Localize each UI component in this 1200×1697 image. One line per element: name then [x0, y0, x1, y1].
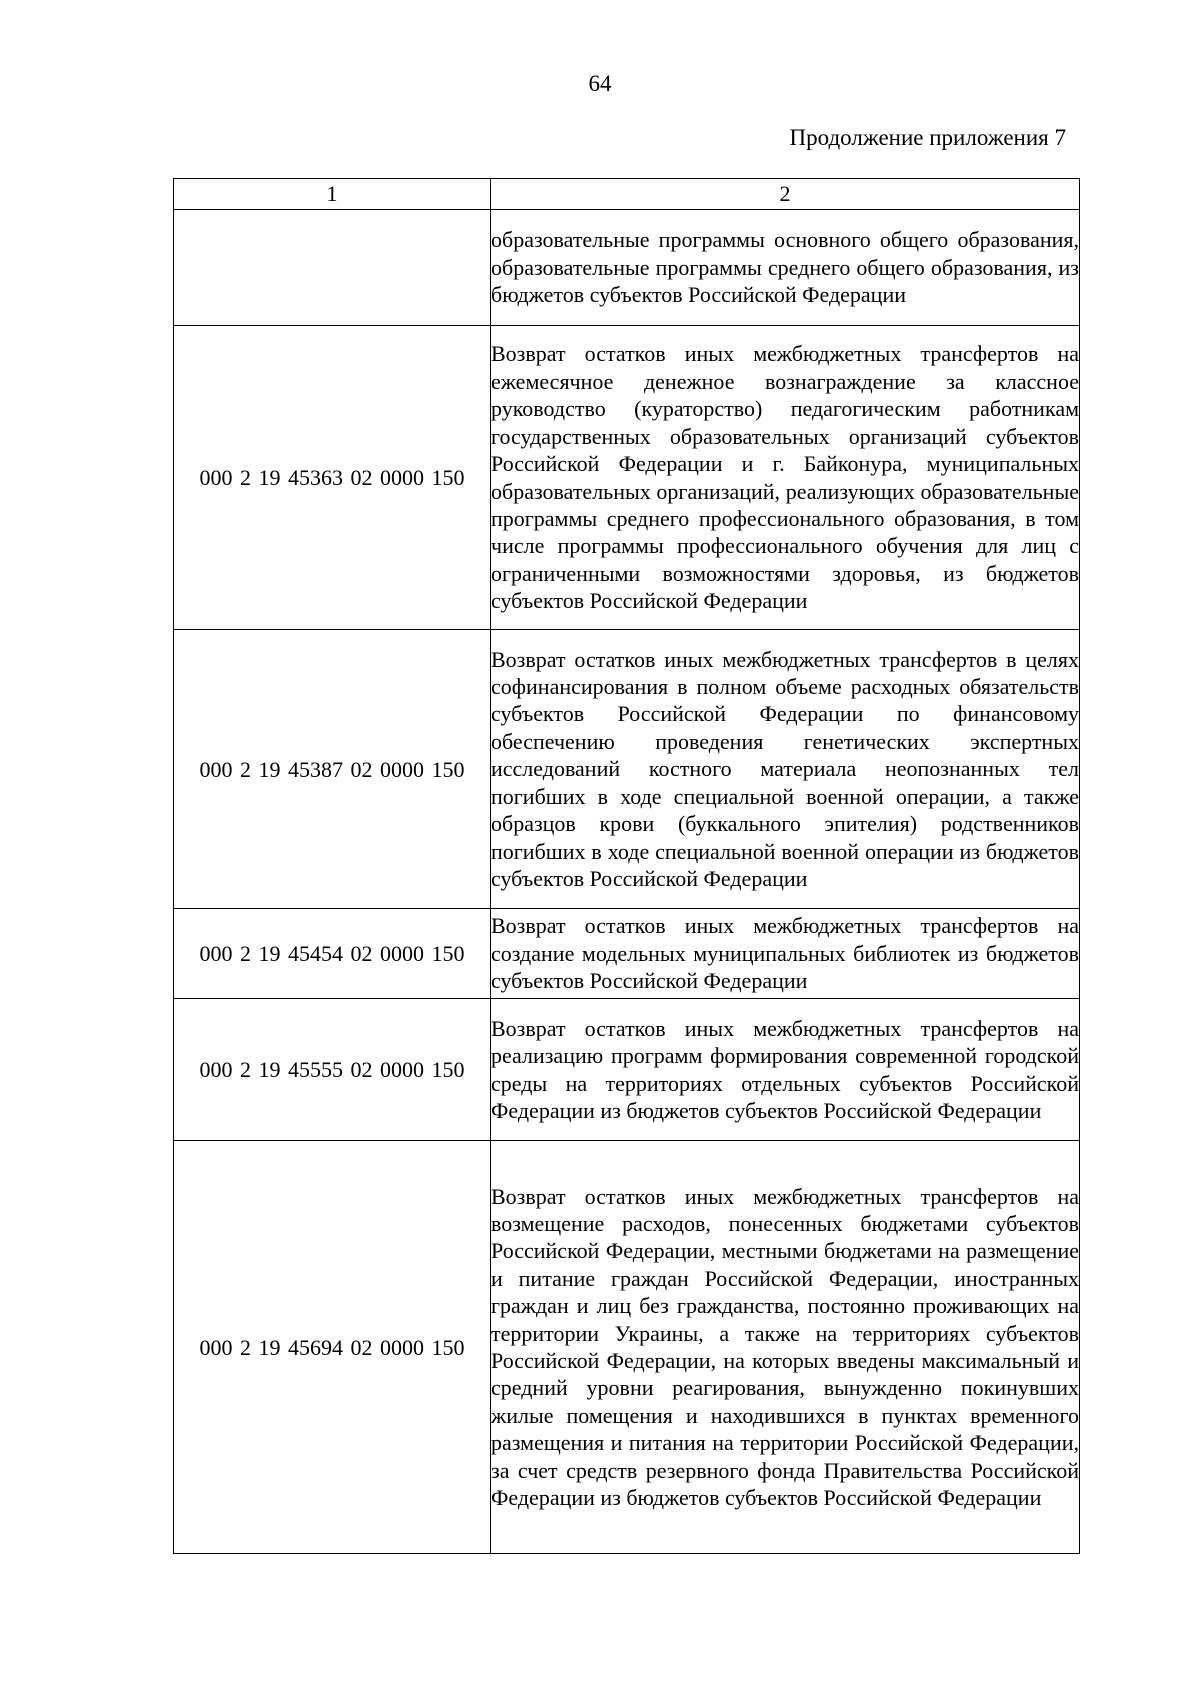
row-code: 000 2 19 45694 02 0000 150 — [174, 1141, 491, 1554]
row-description: Возврат остатков иных межбюджетных трансфертов на ежемесячное денежное вознаграждение за классное руководство (кураторство) педагогическим работникам государственных образовательных организаций субъектов Российской Федерации и г. Байконура, муниципальных образовательных организаций, реализующих образовательные программы среднего профессионального образования, в том числе программы профессионального обучения для лиц с ограниченными возможностями здоровья, из бюджетов субъектов Российской Федерации — [491, 326, 1080, 630]
row-description: Возврат остатков иных межбюджетных трансфертов на возмещение расходов, понесенных бюджетами субъектов Российской Федерации, местными бюджетами на размещение и питание граждан Российской Федерации, иностранных граждан и лиц без гражданства, постоянно проживающих на территории Украины, а также на территориях субъектов Российской Федерации, на которых введены максимальный и средний уровни реагирования, вынужденно покинувших жилые помещения и находившихся в пунктах временного размещения и питания на территории Российской Федерации, за счет средств резервного фонда Правительства Российской Федерации из бюджетов субъектов Российской Федерации — [491, 1141, 1080, 1554]
column-header-1: 1 — [174, 179, 491, 210]
row-description: Возврат остатков иных межбюджетных трансфертов на создание модельных муниципальных библиотек из бюджетов субъектов Российской Федерации — [491, 909, 1080, 999]
row-description: Возврат остатков иных межбюджетных трансфертов в целях софинансирования в полном объеме расходных обязательств субъектов Российской Федерации по финансовому обеспечению проведения генетических экспертных исследований костного материала неопознанных тел погибших в ходе специальной военной операции, а также образцов крови (буккального эпителия) родственников погибших в ходе специальной военной операции из бюджетов субъектов Российской Федерации — [491, 630, 1080, 909]
row-code: 000 2 19 45454 02 0000 150 — [174, 909, 491, 999]
table-row — [174, 326, 1080, 630]
budget-codes-table — [173, 178, 1080, 1554]
table-row — [174, 1141, 1080, 1554]
row-description: Возврат остатков иных межбюджетных трансфертов на реализацию программ формирования современной городской среды на территориях отдельных субъектов Российской Федерации из бюджетов субъектов Российской Федерации — [491, 999, 1080, 1141]
row-code: 000 2 19 45555 02 0000 150 — [174, 999, 491, 1141]
table-row — [174, 999, 1080, 1141]
page-number: 64 — [588, 71, 612, 96]
row-code — [174, 210, 491, 326]
column-header-2: 2 — [491, 179, 1080, 210]
continuation-caption: Продолжение приложения 7 — [789, 125, 1066, 150]
table-row — [174, 909, 1080, 999]
row-code: 000 2 19 45387 02 0000 150 — [174, 630, 491, 909]
row-code: 000 2 19 45363 02 0000 150 — [174, 326, 491, 630]
row-description: образовательные программы основного общего образования, образовательные программы среднего общего образования, из бюджетов субъектов Российской Федерации — [491, 210, 1080, 326]
table-row — [174, 630, 1080, 909]
table-row — [174, 210, 1080, 326]
table-header-row — [174, 179, 1080, 210]
